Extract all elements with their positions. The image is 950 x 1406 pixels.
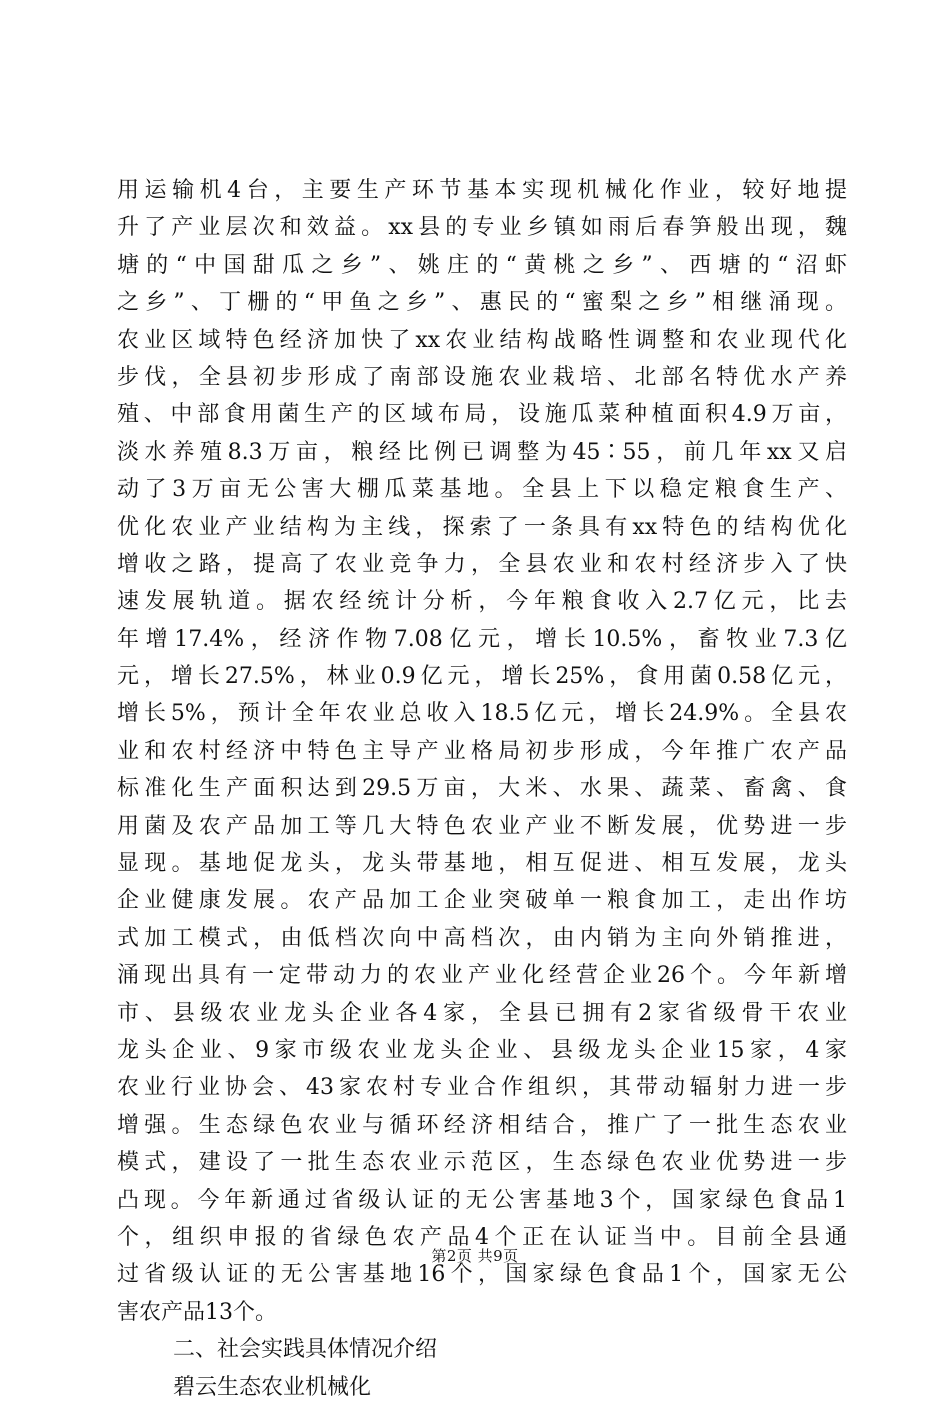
- text-line: 之乡”、丁栅的“甲鱼之乡”、惠民的“蜜梨之乡”相继涌现。: [117, 290, 847, 316]
- page-footer: 第2页 共9页: [431, 1247, 519, 1265]
- text-line: 显现。基地促龙头，龙头带基地，相互促进、相互发展，龙头: [117, 851, 847, 877]
- text-line: 增收之路，提高了农业竞争力，全县农业和农村经济步入了快: [117, 551, 847, 577]
- text-line: 农业区域特色经济加快了xx农业结构战略性调整和农业现代化: [117, 327, 847, 353]
- section-heading: 二、社会实践具体情况介绍: [173, 1337, 438, 1363]
- text-line: 殖、中部食用菌生产的区域布局，设施瓜菜种植面积4.9万亩，: [117, 402, 847, 428]
- text-line: 淡水养殖8.3万亩，粮经比例已调整为45∶55，前几年xx又启: [117, 439, 847, 465]
- text-line: 用菌及农产品加工等几大特色农业产业不断发展，优势进一步: [117, 813, 847, 839]
- text-line: 业和农村经济中特色主导产业格局初步形成，今年推广农产品: [117, 738, 847, 764]
- body-text: [117, 172, 847, 1406]
- text-line: 龙头企业、9家市级农业龙头企业、县级龙头企业15家，4家: [117, 1037, 847, 1063]
- text-line: 农业行业协会、43家农村专业合作组织，其带动辐射力进一步: [117, 1075, 847, 1101]
- text-line: 塘的“中国甜瓜之乡”、姚庄的“黄桃之乡”、西塘的“沼虾: [117, 252, 847, 278]
- text-line: 增强。生态绿色农业与循环经济相结合，推广了一批生态农业: [117, 1112, 847, 1138]
- text-line: 市、县级农业龙头企业各4家，全县已拥有2家省级骨干农业: [117, 1000, 847, 1026]
- subheading: 碧云生态农业机械化: [173, 1374, 372, 1400]
- text-line: 涌现出具有一定带动力的农业产业化经营企业26个。今年新增: [117, 963, 847, 989]
- text-line: 式加工模式，由低档次向中高档次，由内销为主向外销推进，: [117, 925, 847, 951]
- text-line: 模式，建设了一批生态农业示范区，生态绿色农业优势进一步: [117, 1150, 847, 1176]
- text-line: 元，增长27.5%，林业0.9亿元，增长25%，食用菌0.58亿元，: [117, 664, 847, 690]
- text-line: 凸现。今年新通过省级认证的无公害基地3个，国家绿色食品1: [117, 1187, 847, 1213]
- text-line: 过省级认证的无公害基地16个，国家绿色食品1个，国家无公: [117, 1262, 847, 1288]
- text-line: 用运输机4台，主要生产环节基本实现机械化作业，较好地提: [117, 178, 847, 203]
- text-line: 升了产业层次和效益。xx县的专业乡镇如雨后春笋般出现，魏: [117, 215, 847, 241]
- text-line: 步伐，全县初步形成了南部设施农业栽培、北部名特优水产养: [117, 364, 847, 390]
- text-line: 优化农业产业结构为主线，探索了一条具有xx特色的结构优化: [117, 514, 847, 540]
- text-line: 动了3万亩无公害大棚瓜菜基地。全县上下以稳定粮食生产、: [117, 477, 847, 503]
- text-line: 害农产品13个。: [117, 1299, 277, 1325]
- text-line: 速发展轨道。据农经统计分析，今年粮食收入2.7亿元，比去: [117, 589, 847, 615]
- text-line: 标准化生产面积达到29.5万亩，大米、水果、蔬菜、畜禽、食: [117, 776, 847, 802]
- text-line: 个，组织申报的省绿色农产品4个正在认证当中。目前全县通: [117, 1224, 847, 1250]
- text-line: 年增17.4%，经济作物7.08亿元，增长10.5%，畜牧业7.3亿: [117, 626, 847, 652]
- text-line: 企业健康发展。农产品加工企业突破单一粮食加工，走出作坊: [117, 888, 847, 914]
- text-line: 增长5%，预计全年农业总收入18.5亿元，增长24.9%。全县农: [117, 701, 847, 727]
